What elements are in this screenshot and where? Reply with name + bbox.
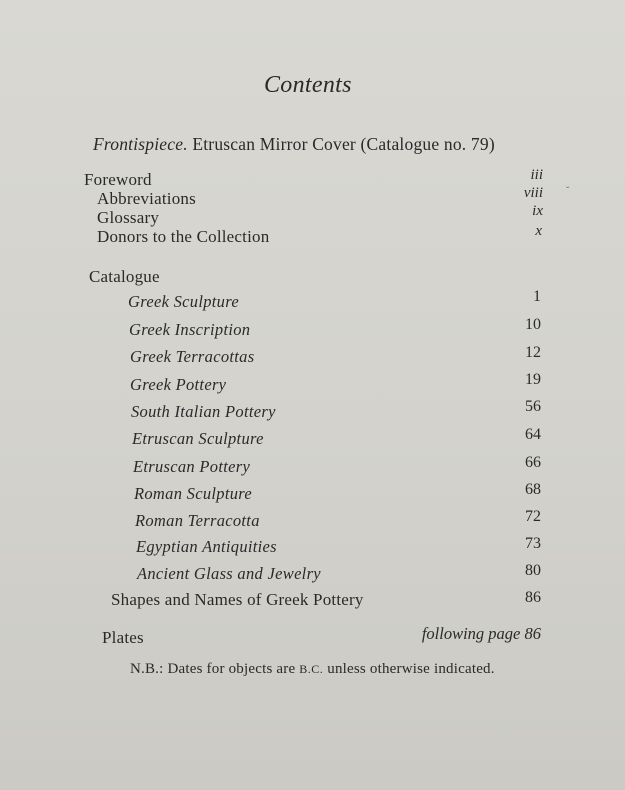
toc-page-plates: following page 86: [421, 624, 541, 643]
frontispiece-line: [93, 136, 495, 154]
toc-page-egyptian-antiquities: 73: [525, 535, 541, 552]
toc-entry-greek-inscription: Greek Inscription: [129, 320, 251, 339]
toc-entry-ancient-glass: Ancient Glass and Jewelry: [137, 564, 321, 583]
toc-entry-abbreviations: Abbreviations: [97, 189, 196, 208]
toc-entry-foreword: Foreword: [84, 170, 152, 189]
toc-entry-roman-sculpture: Roman Sculpture: [134, 484, 252, 503]
toc-entry-south-italian-pottery: South Italian Pottery: [131, 402, 276, 421]
frontispiece-label: Frontispiece.: [93, 134, 188, 154]
toc-entry-greek-pottery: Greek Pottery: [130, 375, 227, 394]
toc-entry-greek-sculpture: Greek Sculpture: [128, 292, 239, 311]
toc-page-donors: x: [535, 223, 542, 239]
page-title: Contents: [264, 72, 352, 98]
note-era: B.C.: [299, 662, 324, 676]
toc-page-etruscan-sculpture: 64: [525, 426, 541, 443]
toc-entry-donors: Donors to the Collection: [97, 227, 270, 246]
toc-page-greek-inscription: 10: [525, 316, 541, 333]
toc-entry-etruscan-sculpture: Etruscan Sculpture: [132, 429, 264, 448]
toc-page-greek-pottery: 19: [525, 371, 541, 388]
toc-page-shapes-names: 86: [525, 589, 541, 606]
toc-entry-roman-terracotta: Roman Terracotta: [135, 511, 260, 530]
toc-page-south-italian-pottery: 56: [525, 398, 541, 415]
toc-page-roman-sculpture: 68: [525, 481, 541, 498]
toc-entry-shapes-names: Shapes and Names of Greek Pottery: [111, 590, 364, 609]
toc-page-ancient-glass: 80: [525, 562, 541, 579]
toc-page-etruscan-pottery: 66: [525, 454, 541, 471]
toc-entry-glossary: Glossary: [97, 208, 160, 227]
toc-page-foreword: iii: [530, 167, 543, 183]
margin-mark: ˇ: [566, 186, 570, 197]
note-prefix: N.B.: Dates for objects are: [130, 661, 300, 677]
toc-page-greek-sculpture: 1: [533, 288, 541, 305]
toc-heading-catalogue: Catalogue: [89, 267, 160, 286]
toc-entry-plates: Plates: [102, 628, 144, 647]
toc-entry-greek-terracottas: Greek Terracottas: [130, 347, 255, 366]
toc-page-glossary: ix: [532, 203, 543, 219]
toc-page-greek-terracottas: 12: [525, 344, 541, 361]
frontispiece-text: Etruscan Mirror Cover (Catalogue no. 79): [192, 134, 495, 154]
toc-page-roman-terracotta: 72: [525, 508, 541, 525]
toc-entry-egyptian-antiquities: Egyptian Antiquities: [136, 537, 277, 556]
note-suffix: unless otherwise indicated.: [323, 661, 495, 677]
toc-page-abbreviations: viii: [523, 185, 543, 201]
dates-note: [130, 662, 495, 677]
toc-entry-etruscan-pottery: Etruscan Pottery: [133, 457, 251, 476]
